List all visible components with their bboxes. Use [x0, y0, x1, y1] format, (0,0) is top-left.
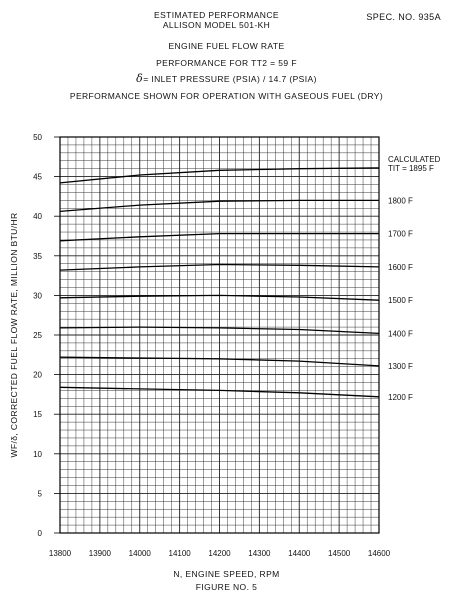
- figure-caption: FIGURE NO. 5: [195, 582, 258, 592]
- series-label-6: 1300 F: [388, 361, 413, 371]
- y-tick-label: 45: [33, 172, 42, 182]
- delta-definition-text: = INLET PRESSURE (PSIA) / 14.7 (PSIA): [143, 74, 317, 84]
- x-tick-label: 14600: [367, 549, 391, 558]
- chart-title-line2: ALLISON MODEL 501-KH: [162, 20, 271, 30]
- series-label-7: 1200 F: [388, 392, 413, 402]
- x-tick-label: 13900: [88, 549, 111, 558]
- chart-axes: [9, 133, 391, 558]
- y-tick-label: 35: [33, 251, 42, 261]
- series-label-3: 1600 F: [388, 262, 413, 272]
- series-label-4: 1500 F: [388, 296, 413, 306]
- chart-labels: [388, 155, 441, 402]
- y-tick-label: 25: [33, 331, 42, 340]
- x-tick-label: 14200: [208, 549, 231, 558]
- y-tick-label: 15: [33, 410, 42, 420]
- chart-grid: [60, 137, 379, 533]
- x-tick-label: 14300: [248, 549, 271, 558]
- annotation-calculated: CALCULATED: [388, 154, 441, 164]
- x-tick-label: 14000: [128, 549, 151, 558]
- series-label-2: 1700 F: [388, 229, 413, 239]
- x-tick-label: 14400: [288, 549, 311, 558]
- chart-title-line1: ESTIMATED PERFORMANCE: [154, 10, 279, 20]
- x-axis-label: N, ENGINE SPEED, RPM: [173, 569, 280, 579]
- series-label-5: 1400 F: [388, 329, 413, 339]
- spec-number: SPEC. NO. 935A: [366, 12, 441, 22]
- subtitle-tt2: PERFORMANCE FOR TT2 = 59 F: [156, 58, 297, 68]
- y-tick-label: 5: [37, 489, 42, 499]
- x-tick-label: 14100: [168, 549, 191, 558]
- y-tick-label: 30: [33, 291, 42, 301]
- y-tick-label: 0: [37, 529, 42, 538]
- y-tick-label: 20: [33, 370, 42, 380]
- subtitle-fuel-flow: ENGINE FUEL FLOW RATE: [168, 41, 285, 51]
- y-tick-label: 40: [33, 212, 42, 222]
- delta-symbol: δ: [136, 72, 144, 85]
- subtitle-gaseous-fuel: PERFORMANCE SHOWN FOR OPERATION WITH GASEOUS FUEL (DRY): [69, 91, 384, 101]
- annotation-tit-1895: TIT = 1895 F: [388, 163, 434, 173]
- x-tick-label: 13800: [48, 549, 72, 558]
- series-label-1: 1800 F: [388, 196, 413, 206]
- y-tick-label: 10: [33, 449, 42, 459]
- y-axis-label: WF/δ, CORRECTED FUEL FLOW RATE, MILLION BTU/HR: [9, 212, 19, 458]
- y-tick-label: 50: [33, 133, 42, 142]
- x-tick-label: 14500: [328, 549, 351, 558]
